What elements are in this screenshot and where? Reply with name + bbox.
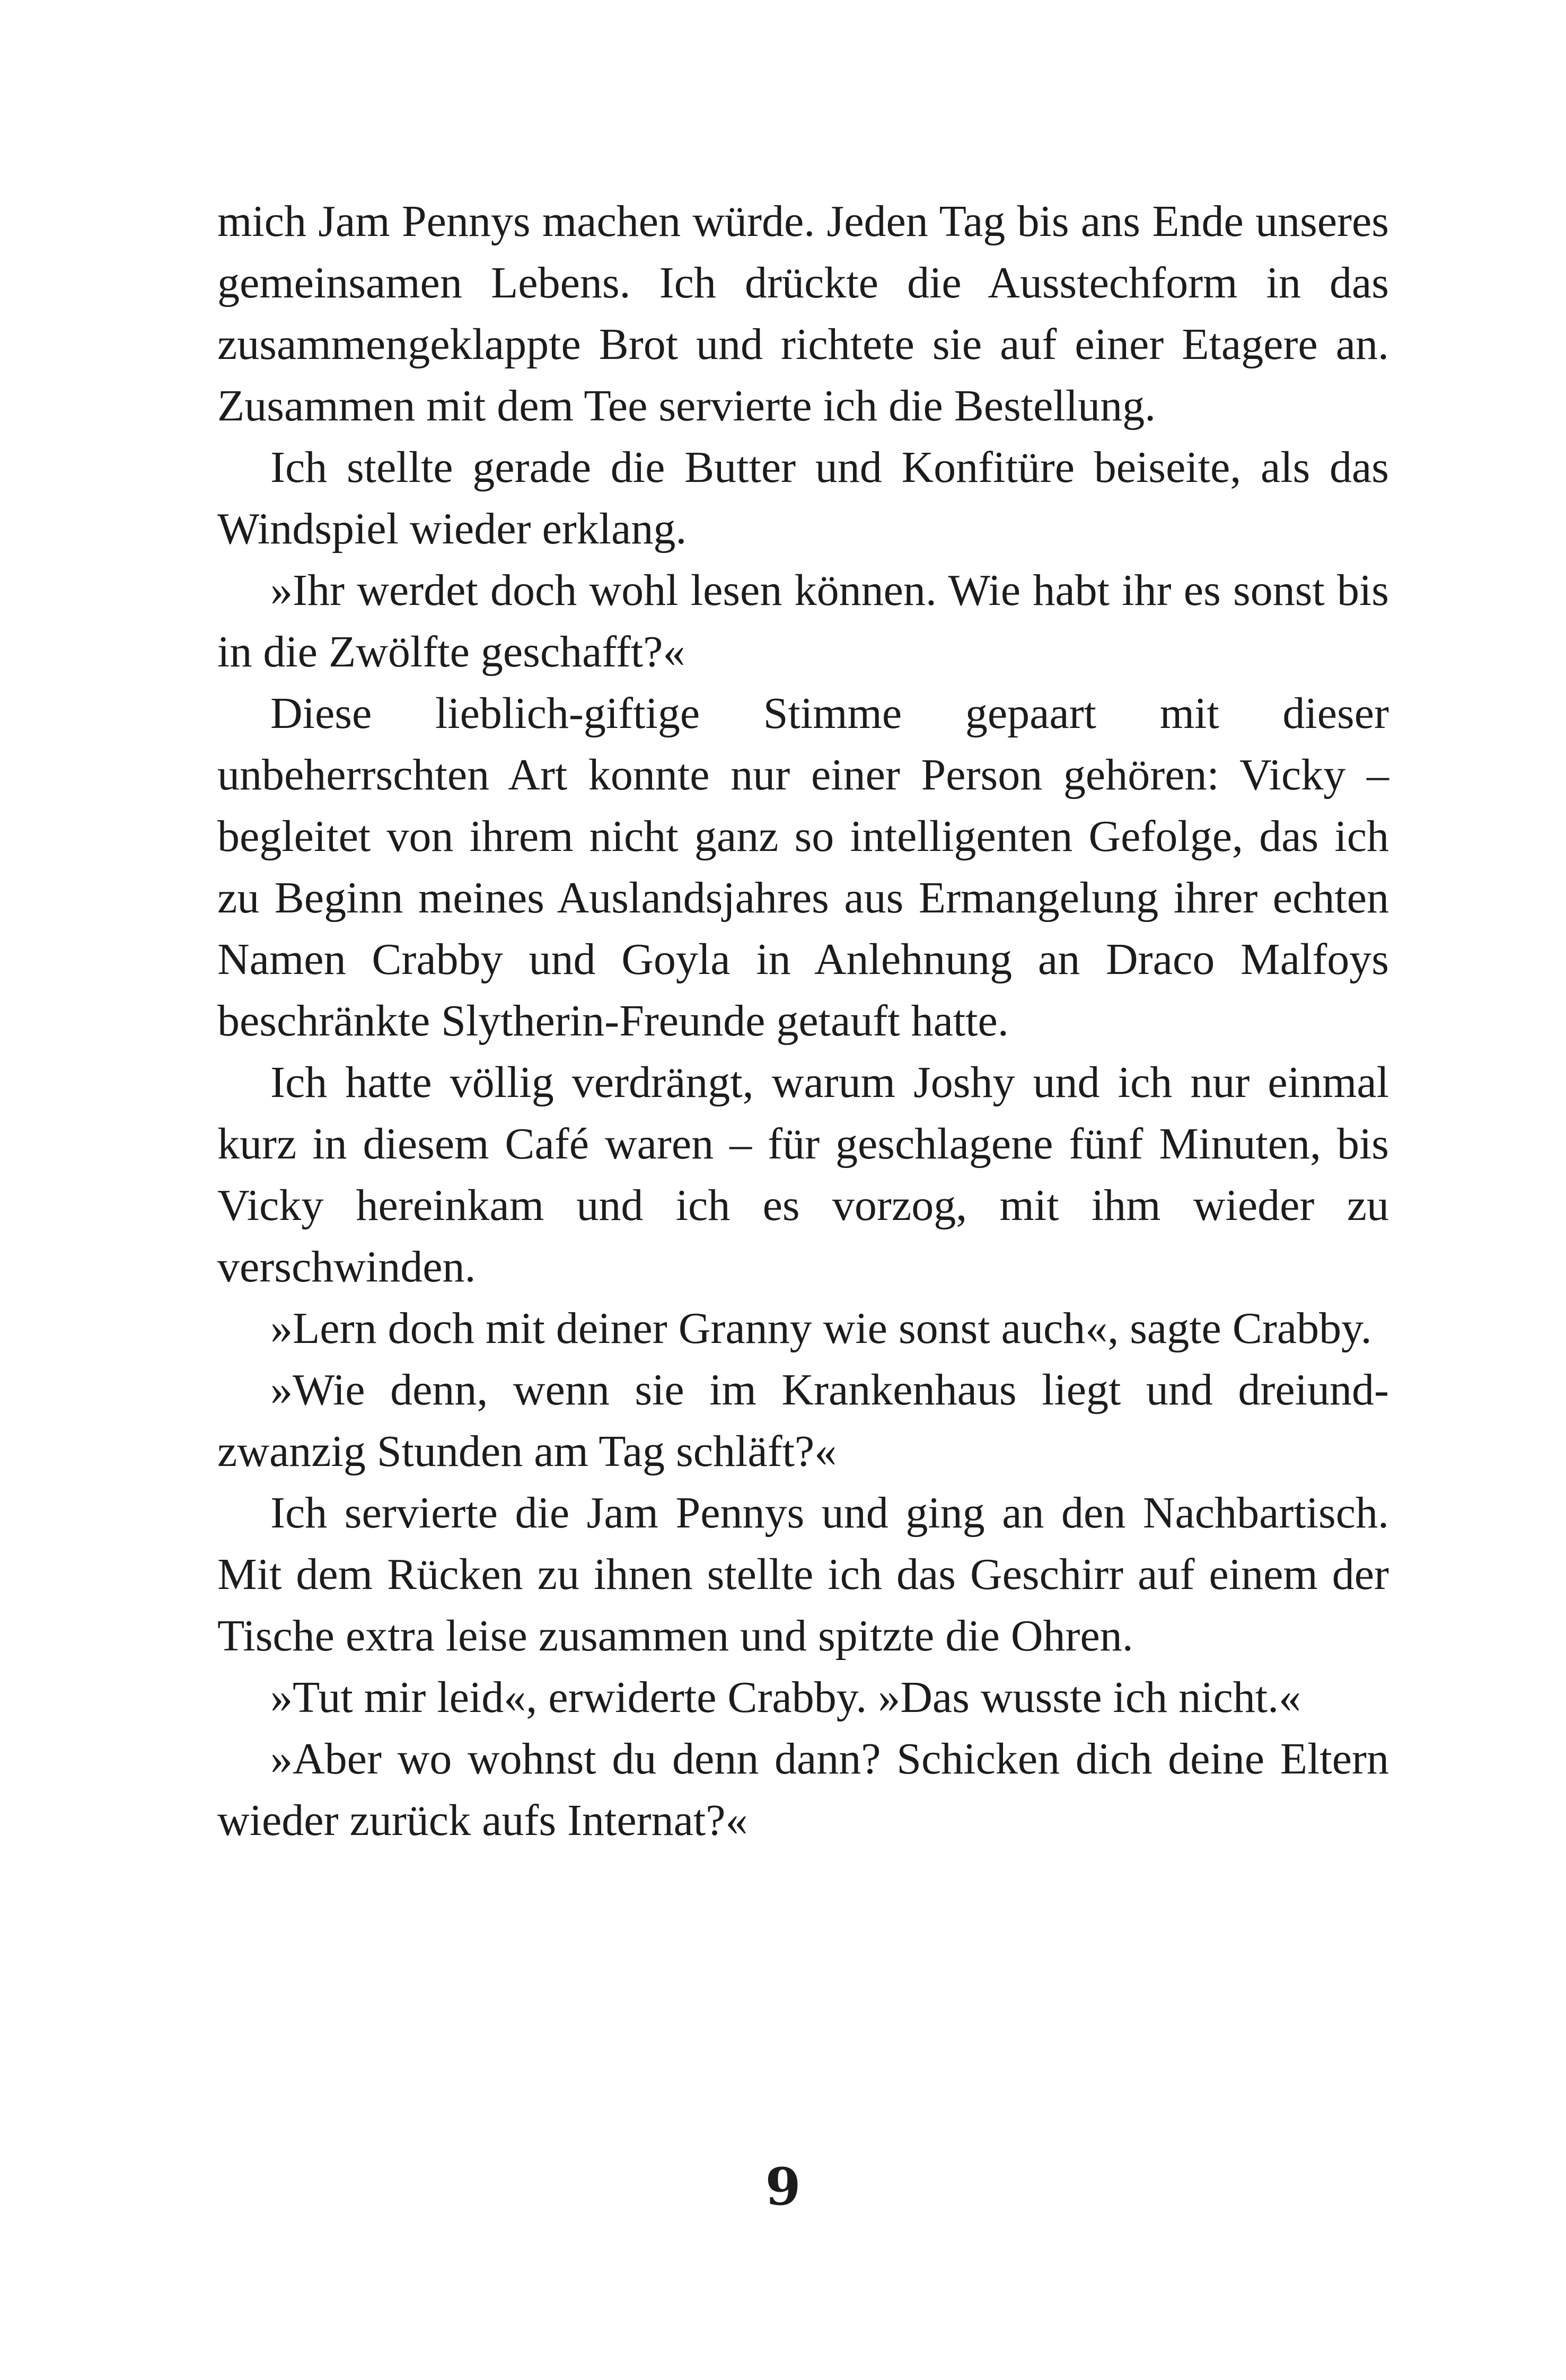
paragraph: »Aber wo wohnst du denn dann? Schicken dich deine Eltern wieder zurück aufs Internat?«	[217, 1734, 1389, 1845]
paragraph: »Wie denn, wenn sie im Krankenhaus liegt und dreiundzwanzig Stunden am Tag schläft?«	[217, 1365, 1389, 1476]
paragraph: Ich stellte gerade die Butter und Konfitüre beiseite, als das Windspiel wieder erklang.	[217, 443, 1389, 554]
paragraph: Ich hatte völlig verdrängt, warum Joshy und ich nur einmal kurz in diesem Café waren – für geschlagene fünf Minuten, bis Vicky hereinkam und ich es vorzog, mit ihm wieder zu verschwinden.	[217, 1058, 1389, 1292]
paragraph: Diese lieblich-giftige Stimme gepaart mit dieser unbeherrschten Art konnte nur einer Person gehören: Vicky – begleitet von ihrem nicht ganz so intelligenten Gefolge, das ich zu Beginn meines Auslandsjahres aus Ermangelung ihrer echten Namen Crabby und Goyla in Anlehnung an Draco Malfoys beschränkte Slytherin-Freunde getauft hatte.	[217, 689, 1389, 1046]
page-number: 9	[765, 2157, 801, 2217]
paragraph: »Lern doch mit deiner Granny wie sonst auch«, sagte Crabby.	[270, 1304, 1372, 1353]
paragraph: »Tut mir leid«, erwiderte Crabby. »Das wusste ich nicht.«	[270, 1673, 1301, 1722]
paragraph: »Ihr werdet doch wohl lesen können. Wie habt ihr es sonst bis in die Zwölfte geschafft?«	[217, 566, 1389, 677]
body-text	[217, 191, 1389, 1851]
paragraph: mich Jam Pennys machen würde. Jeden Tag bis ans Ende unseres gemeinsamen Lebens. Ich drückte die Ausstechform in das zusammengeklappte Brot und richtete sie auf einer Etagere an. Zusammen mit dem Tee servierte ich die Bestellung.	[217, 197, 1389, 431]
paragraph: Ich servierte die Jam Pennys und ging an den Nachbartisch. Mit dem Rücken zu ihnen stellte ich das Geschirr auf einem der Tische extra leise zusammen und spitzte die Ohren.	[217, 1488, 1389, 1661]
